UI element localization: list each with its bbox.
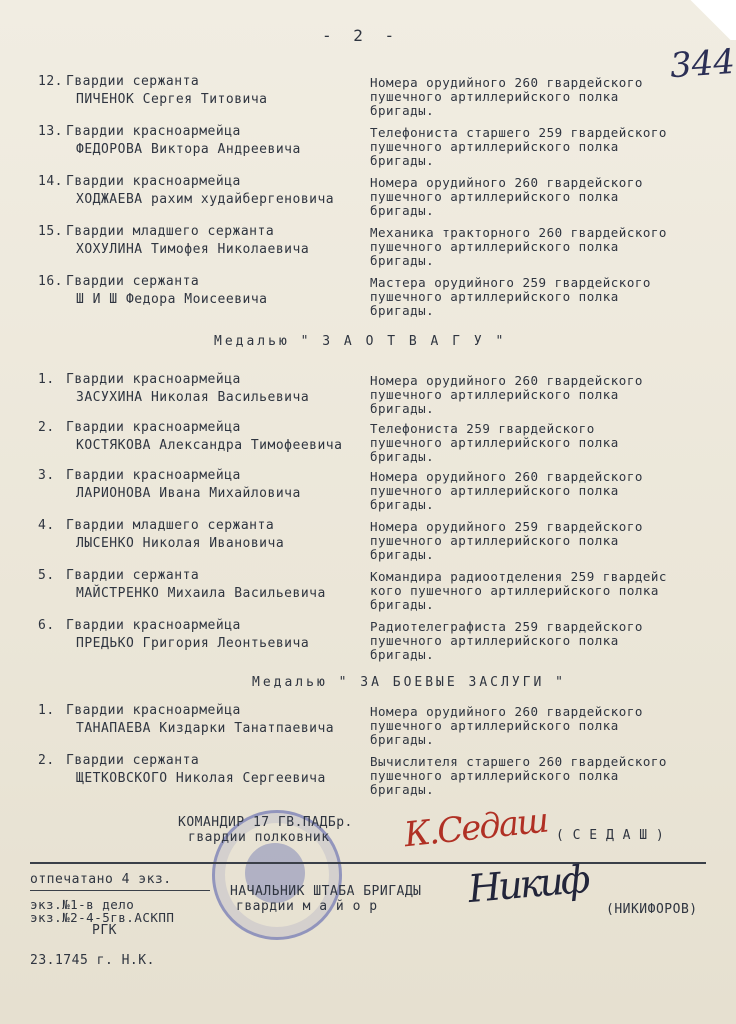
unit-line: пушечного артиллерийского полка — [370, 435, 619, 450]
copy-2: экз.№2-4-5гв.АСКПП — [30, 910, 175, 925]
entry-rank: Гвардии сержанта — [66, 274, 200, 289]
entry-name: МАЙСТРЕНКО Михаила Васильевича — [76, 586, 326, 601]
unit-line: Номера орудийного 260 гвардейского — [370, 75, 643, 90]
entry-number: 2. — [38, 420, 55, 435]
unit-line: пушечного артиллерийского полка — [370, 533, 619, 548]
entry-name: Ш И Ш Федора Моисеевича — [76, 292, 268, 307]
copies-distribution — [30, 898, 174, 924]
entry-name: ПИЧЕНОК Сергея Титовича — [76, 92, 268, 107]
unit-line: кого пушечного артиллерийского полка — [370, 583, 659, 598]
commander-title: КОМАНДИР 17 ГВ.ПАДБр. — [178, 815, 353, 830]
entry-name: ЛЫСЕНКО Николая Ивановича — [76, 536, 285, 551]
chief-name: (НИКИФОРОВ) — [606, 902, 698, 917]
entry-rank: Гвардии красноармейца — [66, 420, 241, 435]
award-entry — [38, 753, 728, 811]
commander-rank: гвардии полковник — [188, 830, 330, 845]
entry-number: 6. — [38, 618, 55, 633]
unit-line: бригады. — [370, 449, 435, 464]
unit-line: бригады. — [370, 782, 435, 797]
unit-line: бригады. — [370, 203, 435, 218]
entry-rank: Гвардии красноармейца — [66, 618, 241, 633]
unit-line: бригады. — [370, 597, 435, 612]
entry-name: ТАНАПАЕВА Киздарки Танатпаевича — [76, 721, 335, 736]
entry-unit — [370, 422, 619, 464]
divider-line — [30, 862, 706, 864]
entry-rank: Гвардии сержанта — [66, 753, 200, 768]
entry-number: 5. — [38, 568, 55, 583]
unit-line: бригады. — [370, 647, 435, 662]
entry-unit — [370, 276, 651, 318]
entry-unit — [370, 620, 643, 662]
archive-number: 344 — [668, 41, 736, 87]
entry-rank: Гвардии красноармейца — [66, 174, 241, 189]
unit-line: Механика тракторного 260 гвардейского — [370, 225, 667, 240]
entry-unit — [370, 76, 643, 118]
unit-line: Номера орудийного 260 гвардейского — [370, 373, 643, 388]
unit-line: Мастера орудийного 259 гвардейского — [370, 275, 651, 290]
unit-line: пушечного артиллерийского полка — [370, 289, 619, 304]
chief-of-staff-block — [230, 884, 422, 914]
award-entry — [38, 618, 728, 676]
entry-number: 3. — [38, 468, 55, 483]
entry-name: ХОДЖАЕВА рахим худайбергеновича — [76, 192, 335, 207]
page-corner — [676, 0, 736, 40]
entry-number: 4. — [38, 518, 55, 533]
entry-name: ПРЕДЬКО Григория Леонтьевича — [76, 636, 310, 651]
unit-line: пушечного артиллерийского полка — [370, 139, 619, 154]
entry-name: ХОХУЛИНА Тимофея Николаевича — [76, 242, 310, 257]
unit-line: Радиотелеграфиста 259 гвардейского — [370, 619, 643, 634]
unit-line: Вычислителя старшего 260 гвардейского — [370, 754, 667, 769]
divider-line-short — [30, 890, 210, 891]
entry-unit — [370, 176, 643, 218]
unit-line: бригады. — [370, 497, 435, 512]
entry-number: 16. — [38, 274, 63, 289]
unit-line: Командира радиоотделения 259 гвардейс — [370, 569, 667, 584]
chief-title: НАЧАЛЬНИК ШТАБА БРИГАДЫ — [230, 884, 422, 899]
entry-rank: Гвардии сержанта — [66, 74, 200, 89]
entry-unit — [370, 126, 667, 168]
unit-line: пушечного артиллерийского полка — [370, 89, 619, 104]
entry-unit — [370, 226, 667, 268]
unit-line: Номера орудийного 259 гвардейского — [370, 519, 643, 534]
unit-line: пушечного артиллерийского полка — [370, 768, 619, 783]
unit-line: Телефониста старшего 259 гвардейского — [370, 125, 667, 140]
unit-line: пушечного артиллерийского полка — [370, 387, 619, 402]
chief-rank: гвардии м а й о р — [236, 899, 378, 914]
entry-unit — [370, 374, 643, 416]
entry-number: 1. — [38, 372, 55, 387]
unit-line: бригады. — [370, 401, 435, 416]
document-date: 23.1745 г. Н.К. — [30, 953, 155, 968]
commander-signature: К.Седаш — [402, 800, 549, 856]
commander-block — [178, 815, 353, 845]
unit-line: пушечного артиллерийского полка — [370, 239, 619, 254]
unit-line: пушечного артиллерийского полка — [370, 633, 619, 648]
entry-name: ЗАСУХИНА Николая Васильевича — [76, 390, 310, 405]
entry-number: 15. — [38, 224, 63, 239]
page-number: - 2 - — [322, 26, 401, 45]
copy-1: экз.№1-в дело — [30, 897, 135, 912]
unit-line: Номера орудийного 260 гвардейского — [370, 704, 643, 719]
unit-line: бригады. — [370, 153, 435, 168]
entry-name: ЩЕТКОВСКОГО Николая Сергеевича — [76, 771, 326, 786]
medal-heading-boevye-zaslugi: Медалью " ЗА БОЕВЫЕ ЗАСЛУГИ " — [252, 675, 566, 690]
chief-signature: Никиф — [466, 856, 590, 912]
unit-line: Номера орудийного 260 гвардейского — [370, 175, 643, 190]
unit-line: Телефониста 259 гвардейского — [370, 421, 595, 436]
entry-unit — [370, 570, 667, 612]
entry-name: ЛАРИОНОВА Ивана Михайловича — [76, 486, 301, 501]
entry-rank: Гвардии красноармейца — [66, 372, 241, 387]
unit-line: бригады. — [370, 253, 435, 268]
unit-line: пушечного артиллерийского полка — [370, 189, 619, 204]
entry-unit — [370, 520, 643, 562]
entry-number: 12. — [38, 74, 63, 89]
entry-rank: Гвардии младшего сержанта — [66, 224, 275, 239]
unit-line: пушечного артиллерийского полка — [370, 718, 619, 733]
unit-line: бригады. — [370, 103, 435, 118]
medal-heading-otvagu: Медалью " З А О Т В А Г У " — [214, 334, 507, 349]
rgk-label: РГК — [92, 923, 117, 938]
entry-number: 2. — [38, 753, 55, 768]
entry-name: КОСТЯКОВА Александра Тимофеевича — [76, 438, 343, 453]
entry-name: ФЕДОРОВА Виктора Андреевича — [76, 142, 301, 157]
entry-unit — [370, 705, 643, 747]
unit-line: бригады. — [370, 303, 435, 318]
unit-line: бригады. — [370, 547, 435, 562]
unit-line: бригады. — [370, 732, 435, 747]
entry-rank: Гвардии красноармейца — [66, 468, 241, 483]
unit-line: Номера орудийного 260 гвардейского — [370, 469, 643, 484]
printed-copies-note: отпечатано 4 экз. — [30, 872, 172, 887]
entry-number: 13. — [38, 124, 63, 139]
entry-rank: Гвардии сержанта — [66, 568, 200, 583]
entry-rank: Гвардии младшего сержанта — [66, 518, 275, 533]
unit-line: пушечного артиллерийского полка — [370, 483, 619, 498]
award-entry — [38, 274, 728, 332]
entry-rank: Гвардии красноармейца — [66, 703, 241, 718]
entry-unit — [370, 755, 667, 797]
commander-name: ( С Е Д А Ш ) — [556, 828, 665, 843]
entry-number: 14. — [38, 174, 63, 189]
entry-number: 1. — [38, 703, 55, 718]
entry-rank: Гвардии красноармейца — [66, 124, 241, 139]
entry-unit — [370, 470, 643, 512]
